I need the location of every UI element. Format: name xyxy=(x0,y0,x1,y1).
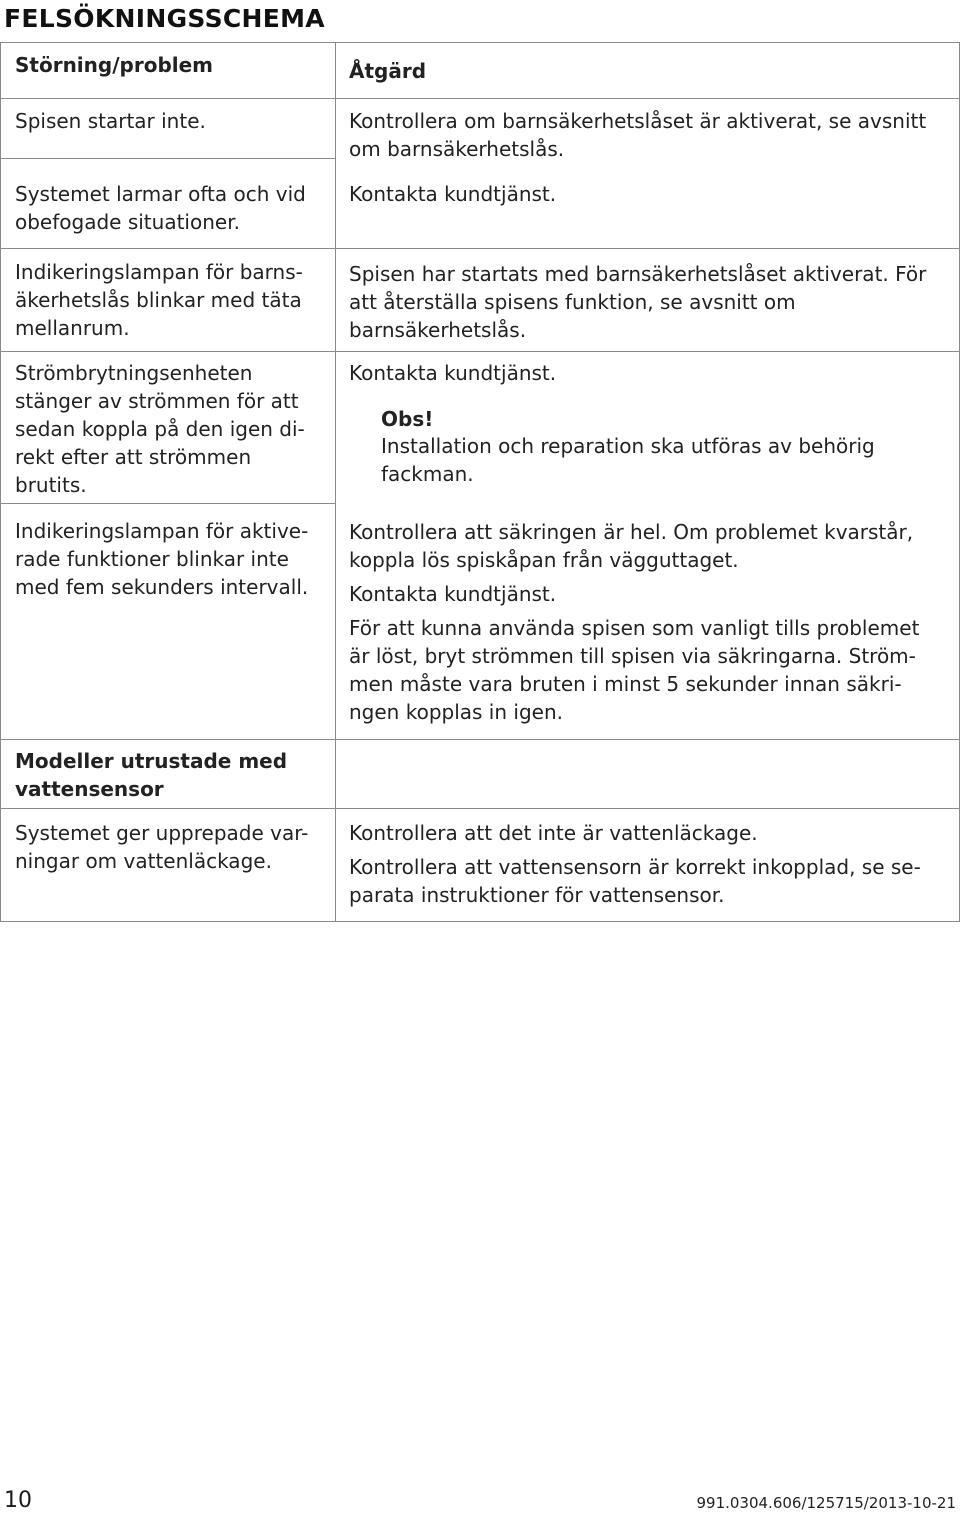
header-divider xyxy=(1,98,959,99)
column-divider xyxy=(335,43,336,921)
page-title: FELSÖKNINGSSCHEMA xyxy=(4,4,325,33)
problem-3: Indikeringslampan för barns- äkerhetslås blinkar med täta mellanrum. xyxy=(15,260,303,340)
problem-5: Indikeringslampan för aktive- rade funktioner blinkar inte med fem sekunders intervall. xyxy=(15,519,309,599)
header-problem: Störning/problem xyxy=(15,53,214,77)
problem-4: Strömbrytningsenheten stänger av strömmen för att sedan koppla på den igen di- rekt efter att strömmen brutits. xyxy=(15,361,305,497)
water-sensor-heading: Modeller utrustade med vattensensor xyxy=(15,749,288,801)
action-7: För att kunna använda spisen som vanligt tills problemet är löst, bryt strömmen till spisen via säkringarna. Ström- men måste vara bruten i minst 5 sekunder innan säkri- ngen kopplas in igen. xyxy=(349,616,920,724)
action-6: Kontakta kundtjänst. xyxy=(349,582,557,606)
row-divider xyxy=(1,503,335,504)
action-2: Kontakta kundtjänst. xyxy=(349,182,557,206)
water-problem: Systemet ger upprepade var- ningar om vattenläckage. xyxy=(15,821,309,873)
troubleshooting-table xyxy=(0,42,960,922)
water-action-2: Kontrollera att vattensensorn är korrekt inkopplad, se se- parata instruktioner för vattensensor. xyxy=(349,855,921,907)
water-action-1: Kontrollera att det inte är vattenläckage. xyxy=(349,821,758,845)
problem-2: Systemet larmar ofta och vid obefogade situationer. xyxy=(15,182,306,234)
action-1: Kontrollera om barnsäkerhetslåset är aktiverat, se avsnitt om barnsäkerhetslås. xyxy=(349,109,927,161)
page-number: 10 xyxy=(4,1488,32,1513)
row-divider xyxy=(1,351,959,352)
obs-label: Obs! xyxy=(381,407,434,431)
action-3: Spisen har startats med barnsäkerhetslåset aktiverat. För att återställa spisens funktion, se avsnitt om barnsäkerhetslås. xyxy=(349,262,927,342)
header-action: Åtgärd xyxy=(349,59,427,83)
document-code: 991.0304.606/125715/2013-10-21 xyxy=(696,1494,956,1512)
row-divider xyxy=(1,158,335,159)
obs-text: Installation och reparation ska utföras av behörig fackman. xyxy=(381,434,875,486)
action-5: Kontrollera att säkringen är hel. Om problemet kvarstår, koppla lös spiskåpan från vägguttaget. xyxy=(349,520,914,572)
section-divider xyxy=(1,739,959,740)
row-divider xyxy=(1,248,959,249)
action-4: Kontakta kundtjänst. xyxy=(349,361,557,385)
row-divider xyxy=(1,808,959,809)
problem-1: Spisen startar inte. xyxy=(15,109,206,133)
